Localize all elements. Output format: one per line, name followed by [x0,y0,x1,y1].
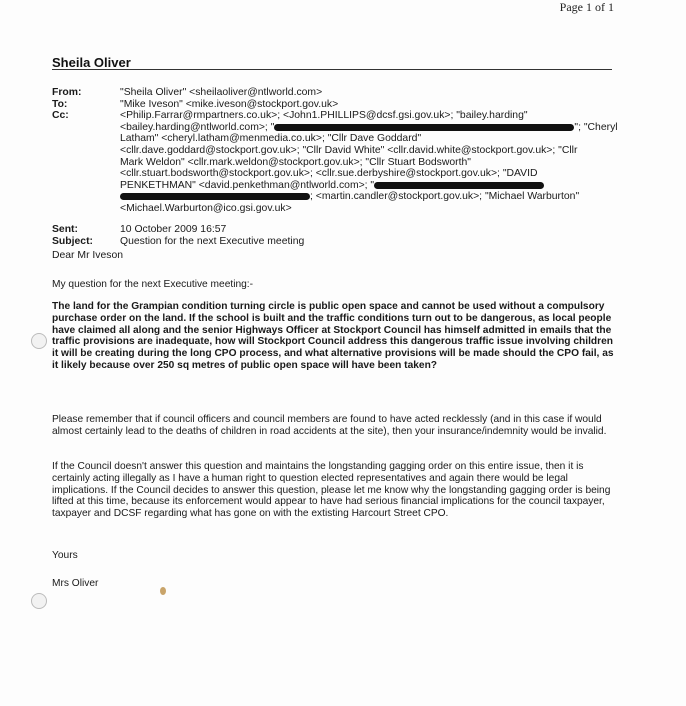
warning-paragraph: Please remember that if council officers and council members are found to have acted recklessly (and in this case if would almost certainly lead to the deaths of children in road accidents at the site), then your insurance/indemnity would be invalid. [52,414,607,437]
subject-label: Subject: [52,235,93,247]
salutation: Dear Mr Iveson [52,250,124,261]
from-row [52,87,632,99]
to-label: To: [52,98,68,110]
cc-line: <Michael.Warburton@ico.gsi.gov.uk> [120,202,292,214]
cc-line: <bailey.harding@ntlworld.com>; " "; "Cheryl [120,121,618,133]
from-label: From: [52,87,82,98]
punch-hole [31,593,47,609]
cc-line: Mark Weldon" <cllr.mark.weldon@stockport.gov.uk>; "Cllr Stuart Bodsworth" [120,156,471,168]
to-value: "Mike Iveson" <mike.iveson@stockport.gov.uk> [120,98,339,110]
cc-line: <cllr.dave.goddard@stockport.gov.uk>; "Cllr David White" <cllr.david.white@stockport.gov.uk>; "Cllr [120,144,578,156]
from-value: "Sheila Oliver" <sheilaoliver@ntlworld.com> [120,87,323,98]
cc-label: Cc: [52,110,69,122]
cc-value [114,110,632,214]
subject-row [52,236,632,248]
email-header [52,87,632,215]
sent-subject-block [52,224,632,247]
cc-line: <Philip.Farrar@rmpartners.co.uk>; <John1.PHILLIPS@dcsf.gsi.gov.uk>; "bailey.harding" [120,110,528,122]
cc-row [52,110,632,214]
page-number: Page 1 of 1 [559,0,614,14]
redaction-mark [120,193,310,200]
redaction-mark [274,124,574,131]
sent-value: 10 October 2009 16:57 [120,224,227,235]
redaction-mark [374,182,544,189]
intro-line: My question for the next Executive meeting:- [52,279,254,290]
sent-label: Sent: [52,224,78,235]
sent-row [52,224,632,236]
cc-line: PENKETHMAN" <david.penkethman@ntlworld.com>; " [120,180,632,192]
cc-line: Latham" <cheryl.latham@menmedia.co.uk>; "Cllr Dave Goddard" [120,133,422,145]
paper-stain [160,587,166,595]
question-paragraph: The land for the Grampian condition turning circle is public open space and cannot be used without a compulsory purchase order on the land. If the school is built and the traffic conditions turn out to be dangerous, as local people have claimed all along and the senior Highways Officer at Stockport Council has himself admitted in emails that the traffic provisions are inadequate, how will Stockport Council address this dangerous traffic issue involving children it will be creating during the long CPO process, and what alternative provisions will be made should the CPO fail, as it likely because over 250 sq metres of public open space will have been taken? [52,301,614,371]
to-row [52,99,632,111]
closing: Yours [52,550,78,561]
cc-line: ; <martin.candler@stockport.gov.uk>; "Michael Warburton" [120,191,632,203]
signoff: Mrs Oliver [52,578,99,589]
header-divider [52,69,612,70]
cc-line: <cllr.stuart.bodsworth@stockport.gov.uk>; <cllr.sue.derbyshire@stockport.gov.uk>; "DAVID [120,168,538,180]
gagging-order-paragraph: If the Council doesn't answer this question and maintains the longstanding gagging order on this entire issue, then it is certainly acting illegally as I have a human right to question elected representatives and again there would be legal implications. If the Council decides to answer this question, please let me know why the longstanding gagging order is being lifted at this time, because its enforcement would appear to have had serious financial implications for the council taxpayer, taxpayer and DCSF regarding what has gone on with the extisting Harcourt Street CPO. [52,461,611,520]
sender-name-heading: Sheila Oliver [52,55,131,70]
punch-hole [31,333,47,349]
subject-value: Question for the next Executive meeting [120,235,305,247]
